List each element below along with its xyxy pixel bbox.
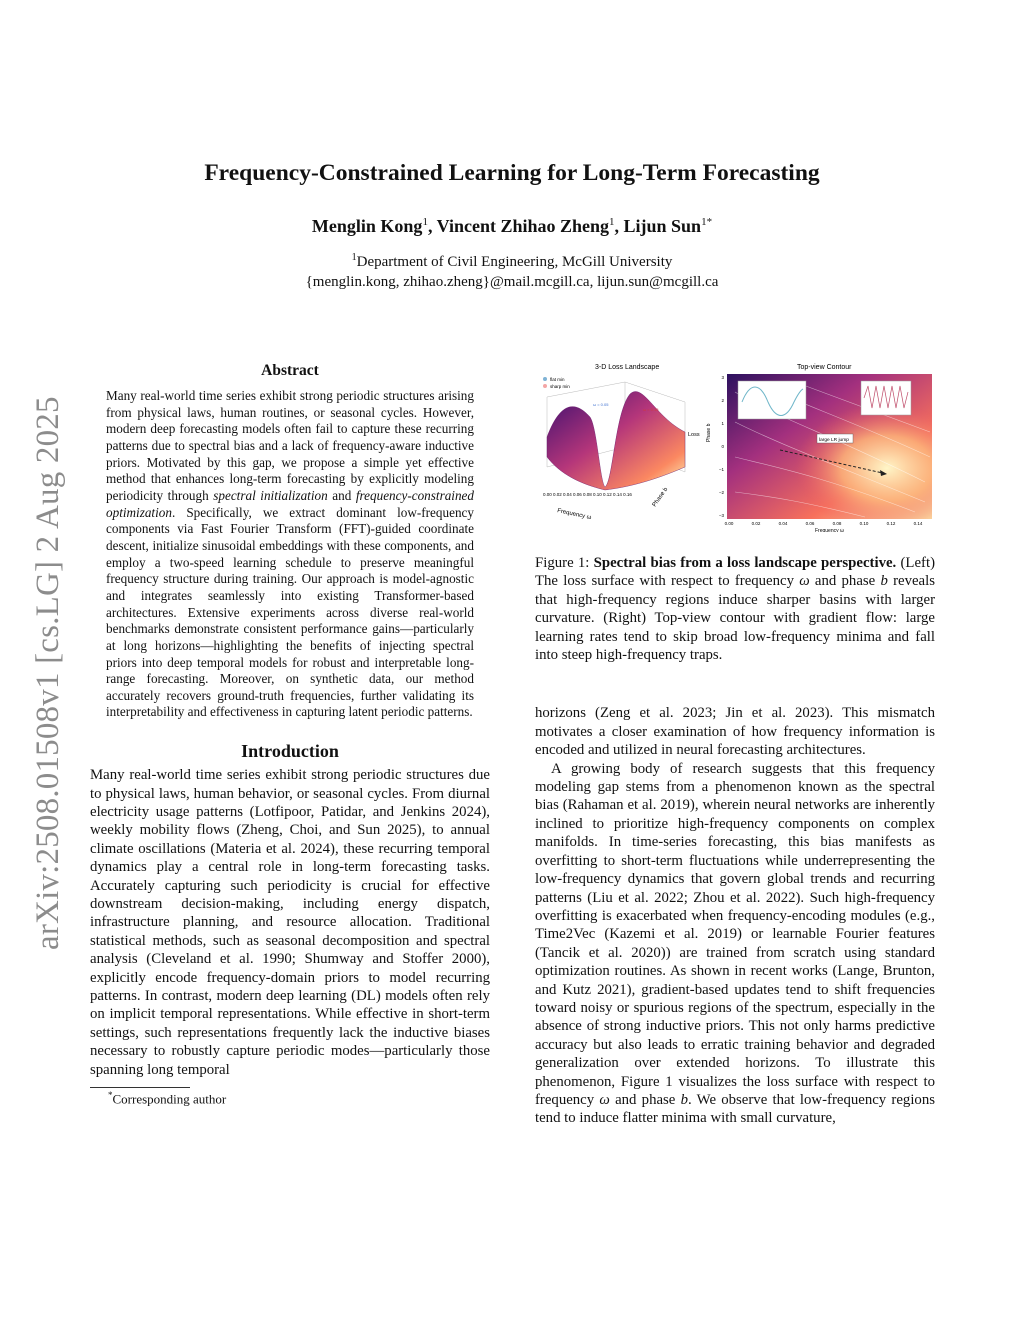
svg-text:0.04: 0.04	[778, 521, 788, 526]
author-affil-mark: 1	[609, 216, 615, 228]
svg-text:−1: −1	[718, 467, 724, 472]
low-freq-inset	[738, 381, 806, 419]
introduction-heading: Introduction	[241, 741, 339, 762]
right-y-ticks	[719, 375, 725, 518]
caption-label: Figure 1:	[535, 555, 590, 571]
right-plot-title: Top-view Contour	[797, 364, 852, 371]
svg-text:3: 3	[721, 375, 724, 380]
legend-sharp-label: sharp min	[550, 384, 570, 389]
arxiv-identifier: arXiv:2508.01508v1 [cs.LG] 2 Aug 2025	[30, 396, 66, 950]
flat-min-annotation: ω = 0.05	[593, 402, 609, 407]
svg-text:0.08: 0.08	[832, 521, 842, 526]
author-name: Lijun Sun	[623, 216, 702, 236]
svg-text:0.02: 0.02	[751, 521, 761, 526]
author-name: Menglin Kong	[311, 216, 423, 236]
caption-title: Spectral bias from a loss landscape perspective.	[593, 555, 897, 571]
footnote-divider	[90, 1087, 190, 1088]
paper-title: Frequency-Constrained Learning for Long-Term Forecasting	[204, 160, 820, 186]
svg-text:0.12: 0.12	[886, 521, 896, 526]
figure-1-caption: Figure 1: Spectral bias from a loss landscape perspective. (Left) The loss surface with respect to frequency ω and phase b reveals that high-frequency regions induce sharper basins with larger curvature. (Right) Top-view contour with gradient flow: large learning rates tend to skip broad low-frequency minima and fall into steep high-frequency traps.	[535, 555, 935, 664]
svg-text:1: 1	[721, 421, 724, 426]
legend-flat-marker	[543, 377, 547, 381]
left-plot-title: 3-D Loss Landscape	[595, 364, 660, 371]
abstract-emphasis: spectral initialization	[213, 487, 328, 503]
svg-text:0.06: 0.06	[805, 521, 815, 526]
right-x-ticks	[725, 521, 923, 526]
left-x-label: Frequency ω	[556, 508, 592, 522]
left-x-ticks: 0.00 0.02 0.04 0.06 0.08 0.10 0.12 0.14 0.16	[543, 492, 632, 497]
sharp-min-annotation: ω = 0.15	[643, 407, 659, 412]
author-affil-mark: 1	[422, 216, 428, 228]
right-column	[535, 362, 935, 1128]
abstract-emphasis: frequency-constrained optimization	[106, 487, 475, 520]
author-affil-mark: 1*	[701, 216, 713, 228]
left-column	[90, 362, 490, 1107]
affil-mark: 1	[351, 252, 357, 263]
paragraph: horizons (Zeng et al. 2023; Jin et al. 2023). This mismatch motivates a closer examination of how frequency information is encoded and utilized in neural forecasting architectures.	[535, 705, 935, 759]
loss-surface	[547, 392, 685, 490]
left-y-label: Phase b	[651, 486, 670, 509]
author-list: Menglin Kong$^1$, Vincent Zhihao Zheng$^1$, Lijun Sun$^{1*}$	[311, 216, 713, 236]
abstract-heading: Abstract	[261, 362, 319, 379]
affiliation-block	[0, 248, 1024, 292]
introduction-text: Many real-world time series exhibit strong periodic structures due to physical laws, human behavior, or seasonal cycles. From diurnal electricity usage patterns (Lotfipoor, Patidar, and Jenkins 2024), weekly mobility flows (Zheng, Choi, and Sun 2025), to annual climate oscillations (Materia et al. 2024), these recurring temporal dynamics play a central role in long-term forecasting tasks. Accurately capturing such periodicity is crucial for effective downstream decision-making, including energy dispatch, infrastructure planning, and resource allocation. Traditional statistical methods, such as seasonal decomposition and spectral analysis (Cleveland et al. 1990; Shumway and Stoffer 2000), explicitly encode frequency-domain priors to model recurring patterns. In contrast, modern deep learning (DL) models often rely on implicit temporal representations. While effective in short-term settings, such representations frequently lack the inductive biases necessary to robustly capture periodic modes—particularly those spanning long temporal	[90, 767, 490, 1078]
legend-sharp-marker	[543, 384, 547, 388]
figure-1	[535, 362, 935, 532]
right-column-text	[535, 704, 935, 1127]
svg-text:0.00: 0.00	[724, 521, 734, 526]
paragraph: A growing body of research suggests that this frequency modeling gap stems from a phenomenon known as the spectral bias (Rahaman et al. 2019), wherein neural networks are inherently inclined to prioritize high-frequency components on complex manifolds. In time-series forecasting, this bias manifests as overfitting to short-term fluctuations while underrepresenting the low-frequency dynamics that govern global trends and recurring patterns (Liu et al. 2022; Zhou et al. 2022). Such high-frequency overfitting is exacerbated when frequency-encoding modules (e.g., Time2Vec (Kazemi et al. 2019) or learnable Fourier features (Tancik et al. 2020)) are trained from scratch using standard optimization routines. As shown in recent works (Lange, Brunton, and Kutz 2021), gradient-based updates tend to shift frequencies toward noisy or spurious regions of the spectrum, especially in the absence of strong inductive priors. This not only harms predictive accuracy but also leads to erratic training behavior and degraded generalization over extended horizons. To illustrate this phenomenon, Figure 1 visualizes the loss surface with respect to frequency ω and phase b. We observe that low-frequency regions tend to induce flatter minima with small curvature,	[535, 760, 935, 1127]
figure-1-graphic	[535, 362, 935, 532]
affiliation: Department of Civil Engineering, McGill University	[356, 254, 673, 270]
right-x-label: Frequency ω	[815, 528, 844, 532]
footnote: *Corresponding author	[108, 1090, 227, 1107]
svg-text:2: 2	[721, 398, 724, 403]
right-y-label: Phase b	[706, 423, 712, 442]
svg-text:0.14: 0.14	[913, 521, 923, 526]
author-emails: {menglin.kong, zhihao.zheng}@mail.mcgill.ca, lijun.sun@mcgill.ca	[305, 274, 719, 290]
abstract-text: Many real-world time series exhibit strong periodic structures arising from physical laws, human routines, or seasonal cycles. However, modern deep forecasting models often fail to capture these recurring patterns due to spectral bias and a lack of frequency-aware inductive priors. Motivated by this gap, we propose a simple yet effective method that enhances long-term forecasting by explicitly modeling periodicity through spectral initialization and frequency-constrained optimization. Specifically, we extract dominant low-frequency components via Fast Fourier Transform (FFT)-guided coordinate descent, initialize sinusoidal embeddings with these components, and employ a two-speed learning schedule to preserve meaningful frequency structure during training. Our approach is model-agnostic and integrates seamlessly into existing Transformer-based architectures. Extensive experiments across diverse real-world benchmarks demonstrate consistent performance gains—particularly at long horizons—highlighting the benefits of injecting spectral priors into deep temporal models for robust and interpretable long-range forecasting. Moreover, on synthetic data, our method accurately recovers ground-truth frequencies, further validating its interpretability and effectiveness in capturing latent periodic patterns.	[106, 388, 475, 720]
loss-axis-label: Loss	[688, 432, 700, 438]
svg-text:−3: −3	[718, 513, 724, 518]
svg-text:0.10: 0.10	[859, 521, 869, 526]
svg-text:−2: −2	[718, 490, 724, 495]
author-name: Vincent Zhihao Zheng	[436, 216, 609, 236]
svg-text:0: 0	[721, 444, 724, 449]
jump-label: large LR jump	[819, 438, 849, 443]
legend-flat-label: flat min	[550, 377, 565, 382]
